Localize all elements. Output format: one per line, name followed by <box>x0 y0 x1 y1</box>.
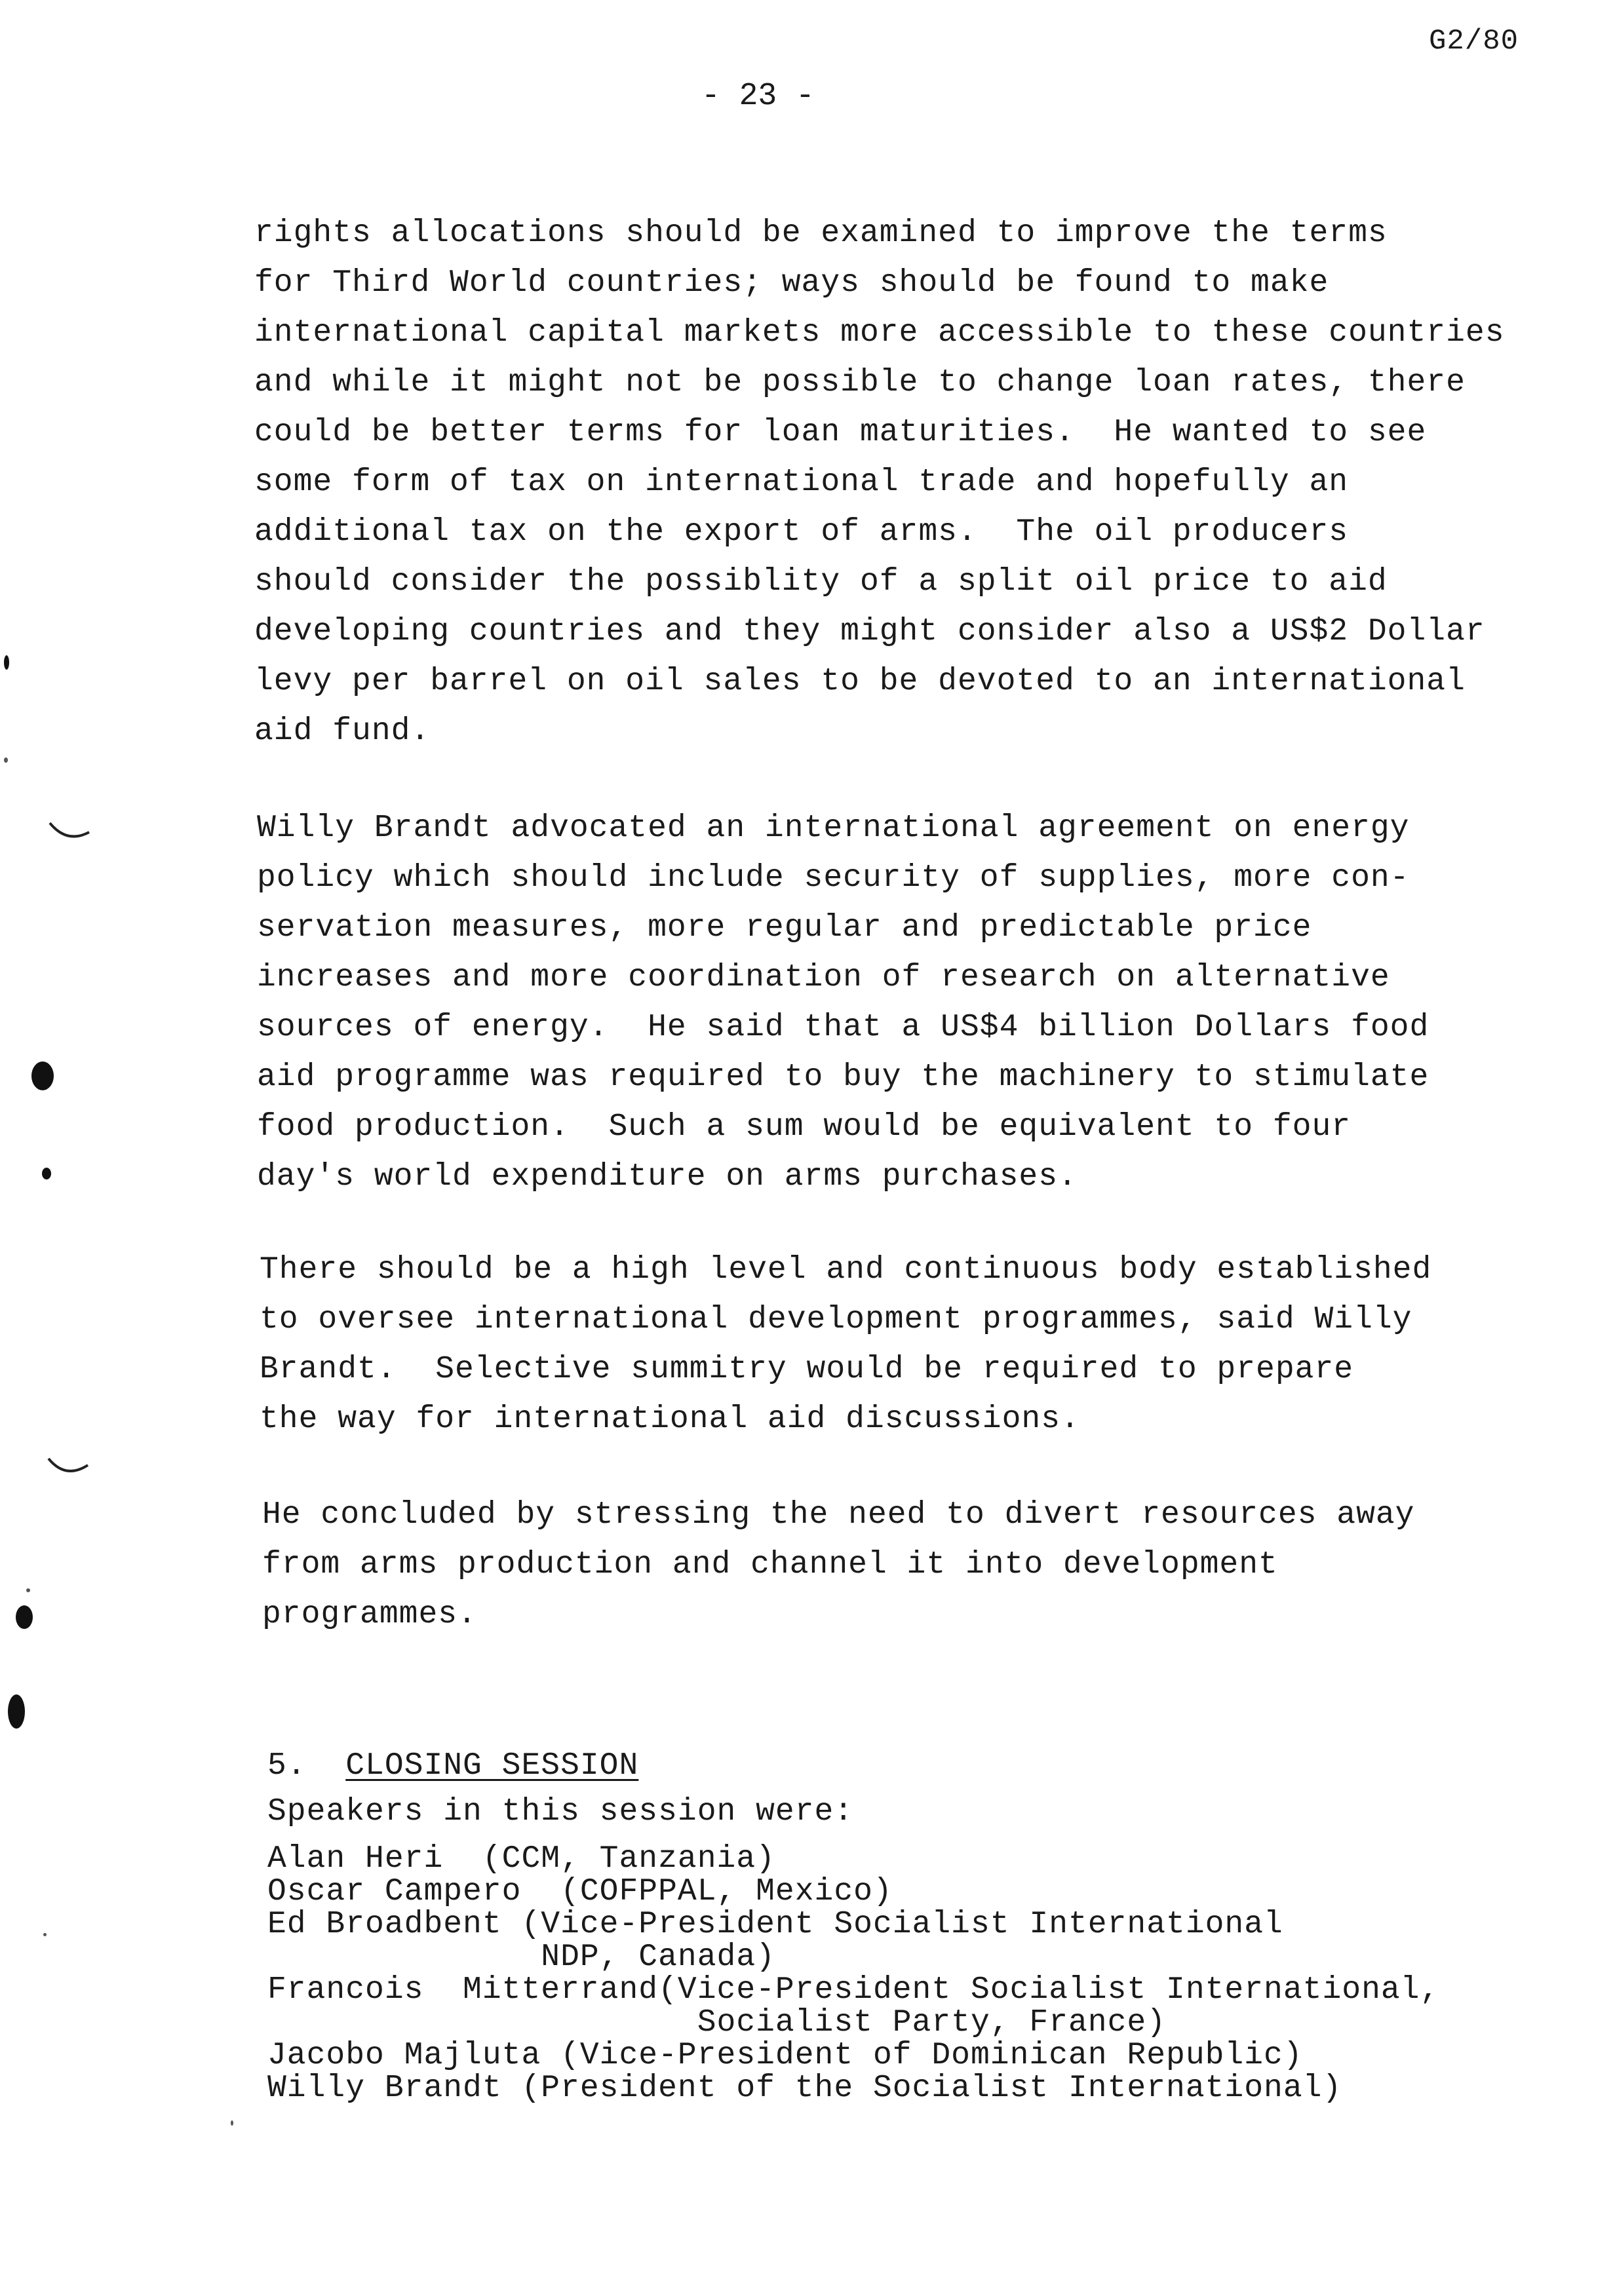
text-line: servation measures, more regular and predictable price <box>257 910 1312 946</box>
text-line: Willy Brandt advocated an international agreement on energy <box>257 811 1410 846</box>
text-line: rights allocations should be examined to improve the terms <box>254 216 1388 251</box>
text-line: from arms production and channel it into development <box>262 1547 1278 1582</box>
text-line: There should be a high level and continuous body established <box>260 1252 1432 1288</box>
scan-artifact-arc <box>46 1455 92 1481</box>
scan-artifact-arc <box>47 819 93 845</box>
text-line: additional tax on the export of arms. The oil producers <box>254 514 1349 550</box>
paragraph-energy-policy <box>257 803 1429 1202</box>
text-line: programmes. <box>262 1597 477 1632</box>
list-item: Francois Mitterrand(Vice-President Socialist International, <box>267 1972 1440 2008</box>
scan-artifact-mark <box>8 1694 25 1729</box>
text-line: aid programme was required to buy the machinery to stimulate <box>257 1060 1430 1095</box>
text-line: sources of energy. He said that a US$4 billion Dollars food <box>257 1010 1430 1045</box>
scan-artifact-mark <box>31 1062 54 1090</box>
list-item: Willy Brandt (President of the Socialist International) <box>267 2071 1342 2106</box>
paragraph-continuous-body <box>260 1245 1431 1444</box>
text-line: day's world expenditure on arms purchases. <box>257 1159 1078 1195</box>
text-line: to oversee international development programmes, said Willy <box>260 1302 1412 1337</box>
scan-artifact-mark <box>4 655 9 670</box>
text-line: policy which should include security of supplies, more con- <box>257 860 1410 896</box>
text-line: developing countries and they might consider also a US$2 Dollar <box>254 614 1485 649</box>
speaker-list <box>267 1843 1439 2105</box>
section-heading <box>267 1742 1439 1790</box>
paragraph-rights-allocations <box>254 208 1505 756</box>
text-line: could be better terms for loan maturities. He wanted to see <box>254 415 1427 450</box>
page-number: - 23 - <box>701 79 815 114</box>
closing-session-section <box>267 1742 1439 2105</box>
list-item: Alan Heri (CCM, Tanzania) <box>267 1841 775 1877</box>
section-number: 5. <box>267 1748 307 1784</box>
text-line: Brandt. Selective summitry would be required to prepare <box>260 1352 1354 1387</box>
scan-artifact-dot <box>4 757 8 763</box>
paragraph-conclusion <box>262 1490 1414 1639</box>
text-line: aid fund. <box>254 714 431 749</box>
text-line: international capital markets more accessible to these countries <box>254 315 1505 351</box>
scan-artifact-dot <box>231 2120 233 2126</box>
text-line: increases and more coordination of research on alternative <box>257 960 1390 995</box>
text-line: should consider the possiblity of a split oil price to aid <box>254 564 1388 600</box>
scan-artifact-dot <box>26 1588 30 1592</box>
scan-artifact-mark <box>16 1605 33 1629</box>
section-title: CLOSING SESSION <box>345 1748 639 1784</box>
list-item: Ed Broadbent (Vice-President Socialist International <box>267 1907 1283 1942</box>
scan-artifact-mark <box>42 1168 51 1179</box>
list-item: Socialist Party, France) <box>267 2005 1167 2040</box>
text-line: levy per barrel on oil sales to be devoted to an international <box>254 664 1466 699</box>
text-line: for Third World countries; ways should be found to make <box>254 265 1329 301</box>
list-item: Oscar Campero (COFPPAL, Mexico) <box>267 1874 893 1909</box>
scan-artifact-dot <box>43 1933 47 1936</box>
list-item: Jacobo Majluta (Vice-President of Dominican Republic) <box>267 2038 1303 2073</box>
text-line: some form of tax on international trade and hopefully an <box>254 465 1349 500</box>
text-line: He concluded by stressing the need to divert resources away <box>262 1497 1415 1533</box>
list-item: NDP, Canada) <box>267 1940 775 1975</box>
text-line: food production. Such a sum would be equivalent to four <box>257 1109 1352 1145</box>
text-line: and while it might not be possible to change loan rates, there <box>254 365 1466 400</box>
document-reference: G2/80 <box>1429 25 1519 58</box>
text-line: the way for international aid discussions. <box>260 1402 1080 1437</box>
section-intro: Speakers in this session were: <box>267 1794 854 1829</box>
